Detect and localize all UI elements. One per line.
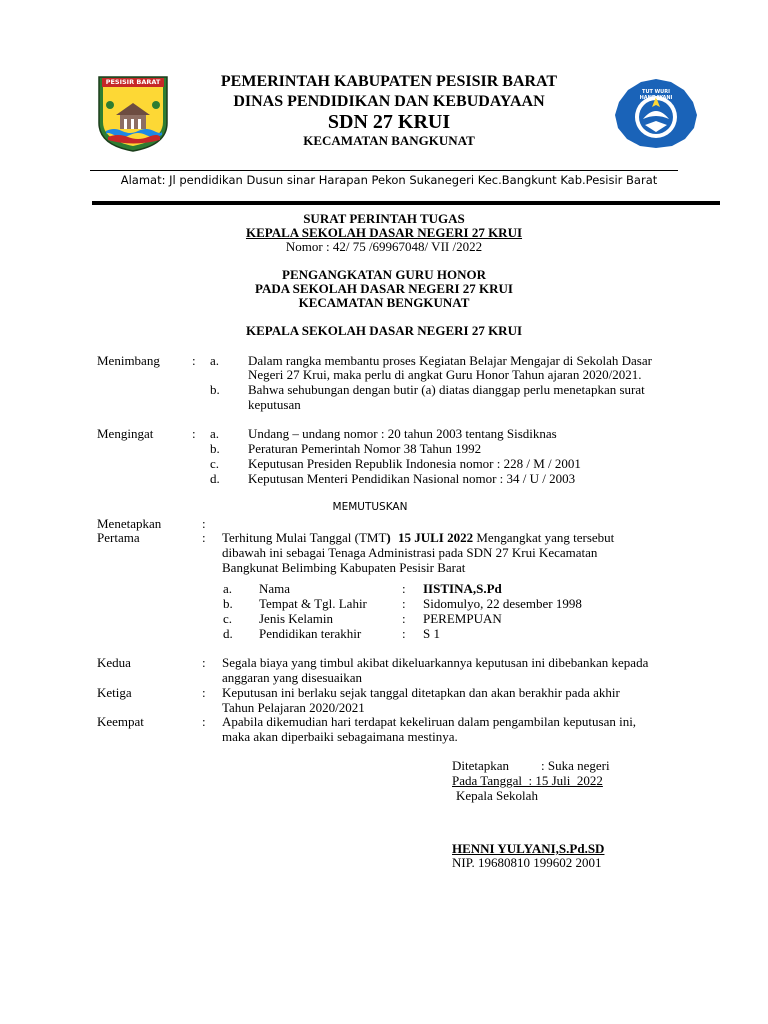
kedua-line1: Segala biaya yang timbul akibat dikeluarkannya keputusan ini dibebankan kepada: [222, 655, 649, 670]
mengingat-b-text: Peraturan Pemerintah Nomor 38 Tahun 1992: [248, 441, 482, 456]
person-field: Tempat & Tgl. Lahir: [259, 596, 367, 611]
ditetapkan-value: : Suka negeri: [541, 758, 610, 773]
person-colon: :: [402, 596, 406, 611]
ketiga-line1: Keputusan ini berlaku sejak tanggal ditetapkan dan akan berakhir pada akhir: [222, 685, 620, 700]
menimbang-b-line1: Bahwa sehubungan dengan butir (a) diatas dianggap perlu menetapkan surat: [248, 382, 645, 397]
person-field: Jenis Kelamin: [259, 611, 334, 626]
menimbang-a-line1: Dalam rangka membantu proses Kegiatan Belajar Mengajar di Sekolah Dasar: [248, 353, 652, 368]
pertama-action: Mengangkat yang tersebut: [476, 530, 615, 545]
menimbang-a-letter: a.: [210, 353, 220, 368]
signer-name: HENNI YULYANI,S.Pd.SD: [452, 841, 605, 856]
signer-role: Kepala Sekolah: [456, 788, 538, 803]
pertama-colon: :: [202, 530, 206, 545]
nomor-line: Nomor : 42/ 75 /69967048/ VII /2022: [285, 239, 483, 254]
tanggal-line: Pada Tanggal : 15 Juli 2022: [452, 773, 603, 788]
person-colon: :: [402, 626, 406, 641]
issuer-line: KEPALA SEKOLAH DASAR NEGERI 27 KRUI: [245, 323, 523, 338]
menimbang-a-line2: Negeri 27 Krui, maka perlu di angkat Guru Honor Tahun ajaran 2020/2021.: [248, 367, 642, 382]
address-line: Alamat: Jl pendidikan Dusun sinar Harapan Pekon Sukanegeri Kec.Bangkunt Kab.Pesisir Barat: [120, 173, 658, 187]
title-line1: SURAT PERINTAH TUGAS: [303, 211, 465, 226]
person-letter: c.: [223, 611, 233, 626]
person-colon: :: [402, 581, 406, 596]
menimbang-b-letter: b.: [210, 382, 220, 397]
ketiga-line2: Tahun Pelajaran 2020/2021: [222, 700, 365, 715]
menimbang-b-line2: keputusan: [248, 397, 301, 412]
mengingat-a-text: Undang – undang nomor : 20 tahun 2003 tentang Sisdiknas: [248, 426, 557, 441]
kedua-label: Kedua: [97, 655, 131, 670]
left-logo-text: PESISIR BARAT: [105, 78, 161, 86]
person-colon: :: [402, 611, 406, 626]
subject-line2: PADA SEKOLAH DASAR NEGERI 27 KRUI: [255, 281, 513, 296]
school-name: SDN 27 KRUI: [327, 111, 451, 133]
person-value: Sidomulyo, 22 desember 1998: [423, 596, 582, 611]
signer-nip: NIP. 19680810 199602 2001: [452, 855, 602, 870]
mengingat-colon: :: [192, 426, 196, 441]
right-logo-text: TUT WURI HANDAYANI: [639, 89, 673, 101]
menimbang-label: Menimbang: [97, 353, 160, 368]
kedua-line2: anggaran yang disesuaikan: [222, 670, 363, 685]
person-field: Pendidikan terakhir: [259, 626, 362, 641]
keempat-colon: :: [202, 714, 206, 729]
menetapkan-colon: :: [202, 516, 206, 531]
letterhead-line1: PEMERINTAH KABUPATEN PESISIR BARAT: [220, 73, 558, 90]
menetapkan-label: Menetapkan: [97, 516, 162, 531]
person-value: IISTINA,S.Pd: [423, 581, 502, 596]
mengingat-d-text: Keputusan Menteri Pendidikan Nasional nomor : 34 / U / 2003: [248, 471, 576, 486]
mengingat-label: Mengingat: [97, 426, 154, 441]
ketiga-colon: :: [202, 685, 206, 700]
pertama-tmt-paren: ): [386, 530, 391, 545]
ditetapkan-label: Ditetapkan: [452, 758, 510, 773]
pertama-tmt-text: Terhitung Mulai Tanggal (TMT: [222, 530, 387, 545]
ketiga-label: Ketiga: [97, 685, 132, 700]
subject-line1: PENGANGKATAN GURU HONOR: [282, 267, 486, 282]
pertama-label: Pertama: [97, 530, 140, 545]
kedua-colon: :: [202, 655, 206, 670]
letterhead-thick-rule: [92, 201, 720, 205]
mengingat-c-text: Keputusan Presiden Republik Indonesia nomor : 228 / M / 2001: [248, 456, 581, 471]
pertama-line3: Bangkunat Belimbing Kabupaten Pesisir Barat: [222, 560, 466, 575]
person-letter: a.: [223, 581, 233, 596]
menimbang-colon: :: [192, 353, 196, 368]
pertama-line1: [222, 530, 614, 545]
district-name: KECAMATAN BANGKUNAT: [303, 133, 475, 148]
keempat-line1: Apabila dikemudian hari terdapat kekeliruan dalam pengambilan keputusan ini,: [222, 714, 637, 729]
keempat-label: Keempat: [97, 714, 144, 729]
letterhead-thin-rule: [90, 170, 678, 171]
person-value: PEREMPUAN: [423, 611, 502, 626]
keempat-line2: maka akan diperbaiki sebagaimana mestinya.: [222, 729, 458, 744]
title-line2: KEPALA SEKOLAH DASAR NEGERI 27 KRUI: [245, 225, 523, 240]
mengingat-a-letter: a.: [210, 426, 220, 441]
mengingat-d-letter: d.: [210, 471, 220, 486]
pertama-date: 15 JULI 2022: [397, 530, 474, 545]
pertama-line2: dibawah ini sebagai Tenaga Administrasi pada SDN 27 Krui Kecamatan: [222, 545, 598, 560]
person-value: S 1: [423, 626, 440, 641]
memutuskan-heading: MEMUTUSKAN: [332, 501, 408, 513]
mengingat-b-letter: b.: [210, 441, 220, 456]
person-letter: b.: [223, 596, 233, 611]
person-field: Nama: [259, 581, 291, 596]
subject-line3: KECAMATAN BENGKUNAT: [298, 295, 470, 310]
person-letter: d.: [223, 626, 233, 641]
letterhead-line2: DINAS PENDIDIKAN DAN KEBUDAYAAN: [233, 93, 545, 110]
mengingat-c-letter: c.: [210, 456, 220, 471]
